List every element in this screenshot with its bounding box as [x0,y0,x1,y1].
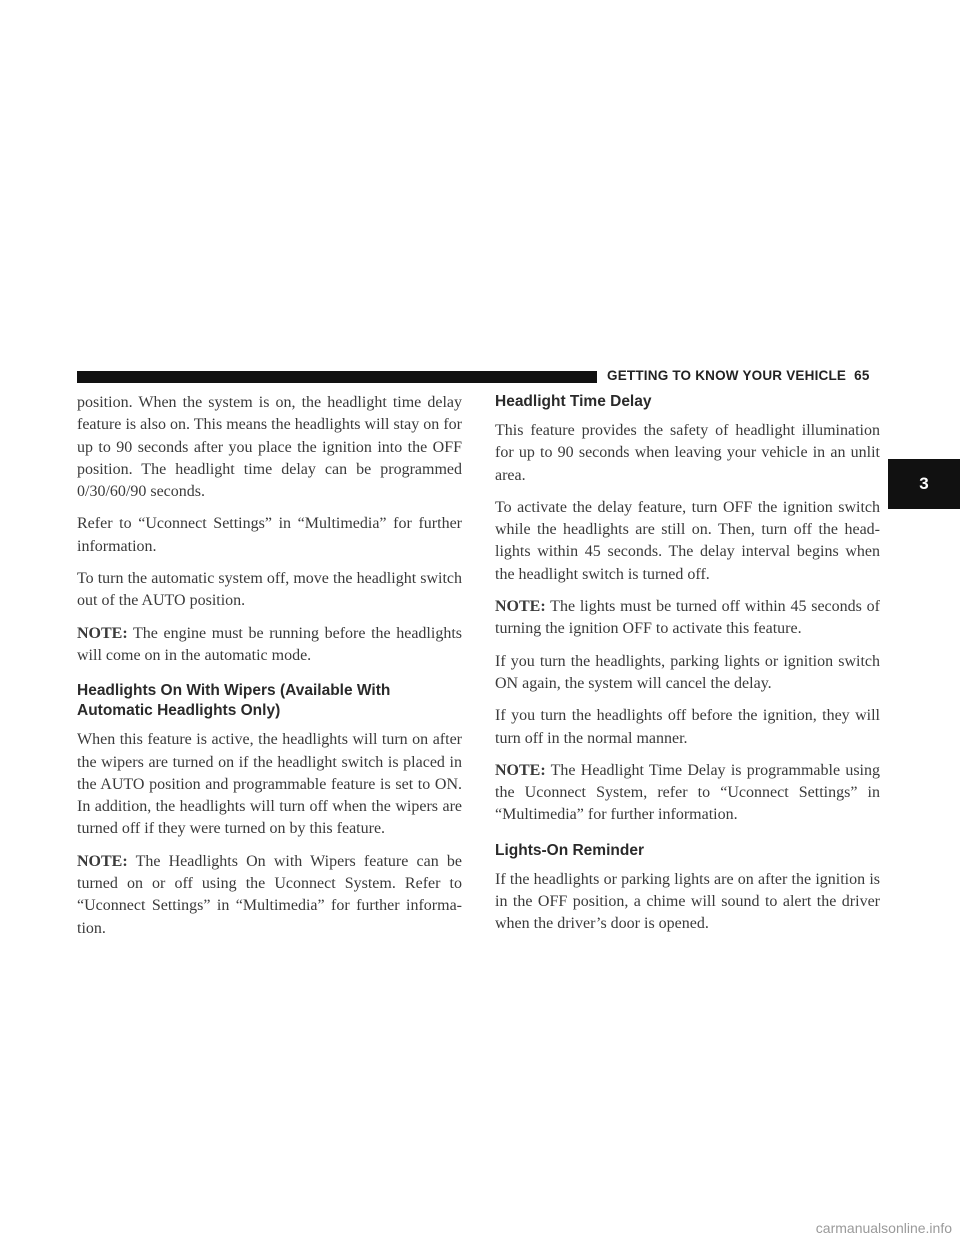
note-text: The lights must be turned off within 45 seconds of turning the ignition OFF to activate this feature. [495,598,880,638]
note [77,851,462,940]
chapter-tab: 3 [888,459,960,509]
note-label: NOTE: [495,598,546,616]
note-text: The Headlight Time Delay is programmable using the Uconnect System, refer to “Uconnect Settings” in “Multimedia” for further information. [495,761,880,824]
paragraph: If you turn the headlights, parking lights or ignition switch ON again, the system will cancel the delay. [495,652,880,692]
paragraph: Refer to “Uconnect Settings” in “Multimedia” for further information. [77,515,462,555]
paragraph: To activate the delay feature, turn OFF the ignition switch while the headlights are still on. Then, turn off the headlights within 45 seconds. The delay interval begins when the headlight switch is turned off. [495,498,880,583]
section-heading: Headlight Time Delay [495,393,652,410]
note-label: NOTE: [495,761,546,779]
paragraph: If the headlights or parking lights are on after the ignition is in the OFF position, a chime will sound to alert the driver when the driver’s door is opened. [495,870,880,933]
header-rule [77,371,597,383]
section-heading: Lights-On Reminder [495,841,644,859]
note-text: The engine must be running before the headlights will come on in the automatic mode. [77,624,462,664]
note [77,623,462,668]
note [495,596,880,641]
page-number: 65 [854,368,870,383]
paragraph: This feature provides the safety of headlight illumination for up to 90 seconds when leaving your vehicle in an unlit area. [495,422,880,484]
watermark: carmanualsonline.info [815,1220,952,1236]
left-column [77,392,462,950]
paragraph: When this feature is active, the headlights will turn on after the wipers are turned on if the headlight switch is placed in the AUTO position and programmable feature is set to ON. In addition, the headlights will turn off when the wipers are turned off if they were turned on by this feature. [77,731,462,838]
note [495,760,880,827]
note-label: NOTE: [77,624,128,642]
note-label: NOTE: [77,852,128,870]
note-text: The Headlights On with Wipers feature can be turned on or off using the Uconnect System. Refer to “Uconnect Settings” in “Multimedia” for further information. [77,852,462,937]
running-header [607,368,870,383]
section-heading: Headlights On With Wipers (Available With Automatic Headlights Only) [77,682,391,720]
paragraph: position. When the system is on, the headlight time delay feature is also on. This means the headlights will stay on for up to 90 seconds after you place the ignition into the OFF position. The headlight time delay can be programmed 0/30/60/90 seconds. [77,394,462,501]
paragraph: If you turn the headlights off before the ignition, they will turn off in the normal manner. [495,707,880,747]
right-column [495,392,880,946]
section-title: GETTING TO KNOW YOUR VEHICLE [607,368,847,383]
paragraph: To turn the automatic system off, move the headlight switch out of the AUTO position. [77,570,462,610]
